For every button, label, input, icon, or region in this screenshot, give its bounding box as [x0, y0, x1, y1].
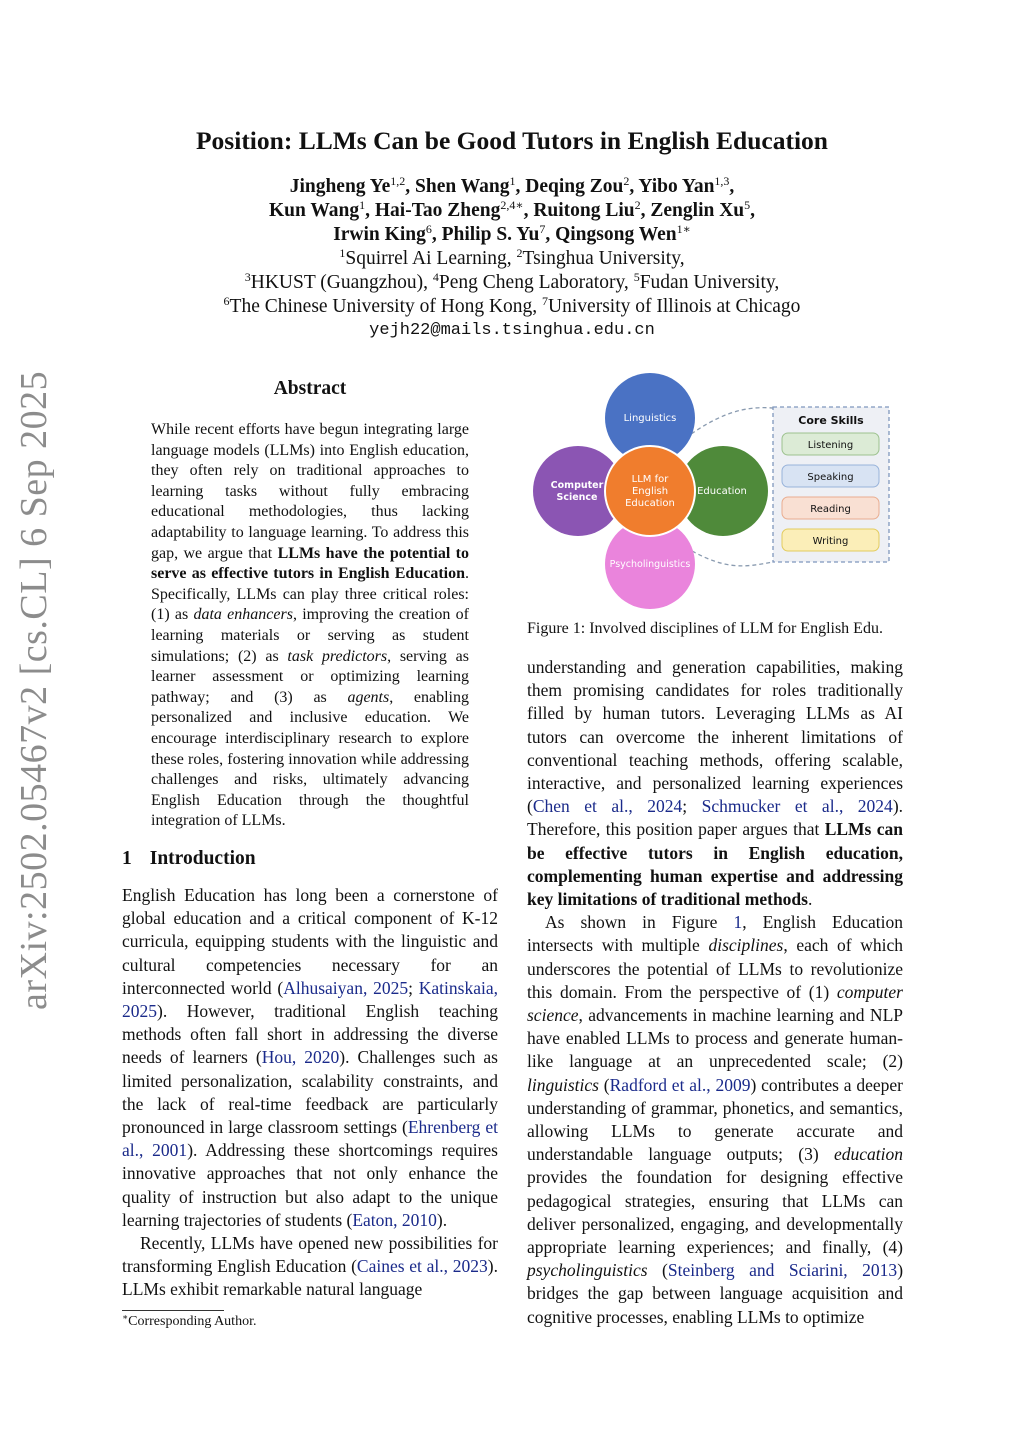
psycholinguistics-label: Psycholinguistics: [609, 559, 691, 570]
education-label: Education: [697, 486, 747, 497]
citation-link[interactable]: Radford et al., 2009: [609, 1074, 751, 1095]
figure-disciplines-diagram: [530, 372, 900, 612]
introduction-heading: [122, 848, 256, 870]
computer-science-label-1: Computer: [550, 480, 604, 491]
arxiv-identifier-stamp: arXiv:2502.05467v2 [cs.CL] 6 Sep 2025: [13, 370, 55, 1010]
citation-link[interactable]: Eaton, 2010: [352, 1209, 437, 1230]
paper-title: Position: LLMs Can be Good Tutors in English Education: [195, 126, 828, 155]
citation-link[interactable]: Caines et al., 2023: [356, 1256, 488, 1277]
section-title: Introduction: [149, 848, 256, 869]
figure-reference-link[interactable]: 1: [733, 912, 743, 933]
left-column-body: [122, 884, 498, 1302]
core-skills-title: Core Skills: [798, 414, 864, 427]
intro-paragraph-2: Recently, LLMs have opened new possibilities for transforming English Education (Caines et al., 2023). LLMs exhibit remarkable natural language: [122, 1233, 498, 1300]
footnote: ∗Corresponding Author.: [122, 1312, 257, 1329]
abstract-text: While recent efforts have begun integrating large language models (LLMs) into English education, they often rely on traditional approaches to learning tasks without fully embracing educational methodologies, thus lacking adaptability to language learning. To address this gap, we argue that LLMs have the potential to serve as effective tutors in English Education. Specifically, LLMs can play three critical roles: (1) as data enhancers, improving the creation of learning materials or serving as student simulations; (2) as task predictors, serving as learner assessment or optimizing learning pathway; and (3) as agents, enabling personalized and inclusive education. We encourage interdisciplinary research to explore these roles, fostering innovation while addressing challenges and risks, ultimately advancing English Education through the thoughtful integration of LLMs.: [151, 421, 470, 830]
author-line-2: Kun Wang$^1$, Hai-Tao Zheng$^{2,4∗}$, Ruitong Liu$^2$, Zenglin Xu$^5$,: [268, 198, 756, 221]
skill-listening: Listening: [807, 440, 854, 451]
center-label-2: English: [631, 486, 669, 497]
right-paragraph-1: understanding and generation capabilities, making them promising candidates for roles traditionally filled by human tutors. Leveraging LLMs as AI tutors can overcome the inherent limitations of conventional teaching methods, offering scalable, interactive, and personalized learning experiences (Chen et al., 2024; Schmucker et al., 2024). Therefore, this position paper argues that LLMs can be effective tutors in English education, complementing human expertise and addressing key limitations of traditional methods.: [527, 657, 904, 910]
citation-link[interactable]: Chen et al., 2024: [532, 796, 683, 817]
citation-link[interactable]: Katinskaia, 2025: [122, 977, 498, 1022]
author-line-1: Jingheng Ye$^{1,2}$, Shen Wang$^1$, Deqing Zou$^2$, Yibo Yan$^{1,3}$,: [289, 174, 735, 197]
figure-caption: Figure 1: Involved disciplines of LLM for English Edu.: [527, 620, 883, 637]
affiliation-line-2: $^3$HKUST (Guangzhou), $^4$Peng Cheng Laboratory, $^5$Fudan University,: [244, 270, 780, 293]
author-line-3: Irwin King$^6$, Philip S. Yu$^7$, Qingsong Wen$^{1∗}$: [333, 222, 691, 245]
citation-link[interactable]: Steinberg and Sciarini, 2013: [667, 1260, 898, 1281]
computer-science-label-2: Science: [556, 492, 598, 503]
contact-email[interactable]: yejh22@mails.tsinghua.edu.cn: [369, 321, 655, 340]
linguistics-label: Linguistics: [623, 413, 677, 424]
intro-paragraph-1: English Education has long been a cornerstone of global education and a critical component of K-12 curricula, equipping students with the linguistic and cultural competencies necessary for an interconnected world (Alhusaiyan, 2025; Katinskaia, 2025). However, traditional English teaching methods often fall short in addressing the diverse needs of learners (Hou, 2020). Challenges such as limited personalization, scalability constraints, and the lack of real-time feedback are particularly pronounced in large classroom settings (Ehrenberg et al., 2001). Addressing these shortcomings requires innovative approaches that not only enhance the quality of instruction but also adapt to the unique learning trajectories of students (Eaton, 2010).: [122, 885, 498, 1230]
skill-speaking: Speaking: [807, 472, 854, 483]
affiliation-line-1: $^1$Squirrel Ai Learning, $^2$Tsinghua University,: [339, 246, 685, 269]
right-column-body: [527, 656, 903, 1329]
section-number: 1: [122, 848, 132, 869]
citation-link[interactable]: Alhusaiyan, 2025: [283, 977, 409, 998]
center-label-3: Education: [625, 498, 675, 509]
citation-link[interactable]: Hou, 2020: [261, 1047, 340, 1068]
center-label-1: LLM for: [631, 474, 669, 485]
affiliation-line-3: $^6$The Chinese University of Hong Kong, $^7$University of Illinois at Chicago: [223, 294, 801, 317]
right-paragraph-2: As shown in Figure 1, English Education intersects with multiple disciplines, each of which underscores the potential of LLMs to revolutionize this domain. From the perspective of (1) computer science, advancements in machine learning and NLP have enabled LLMs to process and generate human-like language at an unprecedented scale; (2) linguistics (Radford et al., 2009) contributes a deeper understanding of grammar, phonetics, and semantics, allowing LLMs to generate accurate and understandable language outputs; (3) education provides the foundation for designing effective pedagogical strategies, ensuring that LLMs can deliver personalized, engaging, and developmentally appropriate learning experiences; and finally, (4) psycholinguistics (Steinberg and Sciarini, 2013) bridges the gap between language acquisition and cognitive processes, enabling LLMs to optimize: [527, 912, 904, 1327]
abstract-heading: Abstract: [273, 378, 347, 399]
citation-link[interactable]: Schmucker et al., 2024: [701, 796, 893, 817]
skill-writing: Writing: [812, 536, 849, 547]
citation-link[interactable]: Ehrenberg et al., 2001: [122, 1117, 498, 1161]
footnote-divider: [122, 1310, 224, 1311]
skill-reading: Reading: [810, 504, 851, 515]
